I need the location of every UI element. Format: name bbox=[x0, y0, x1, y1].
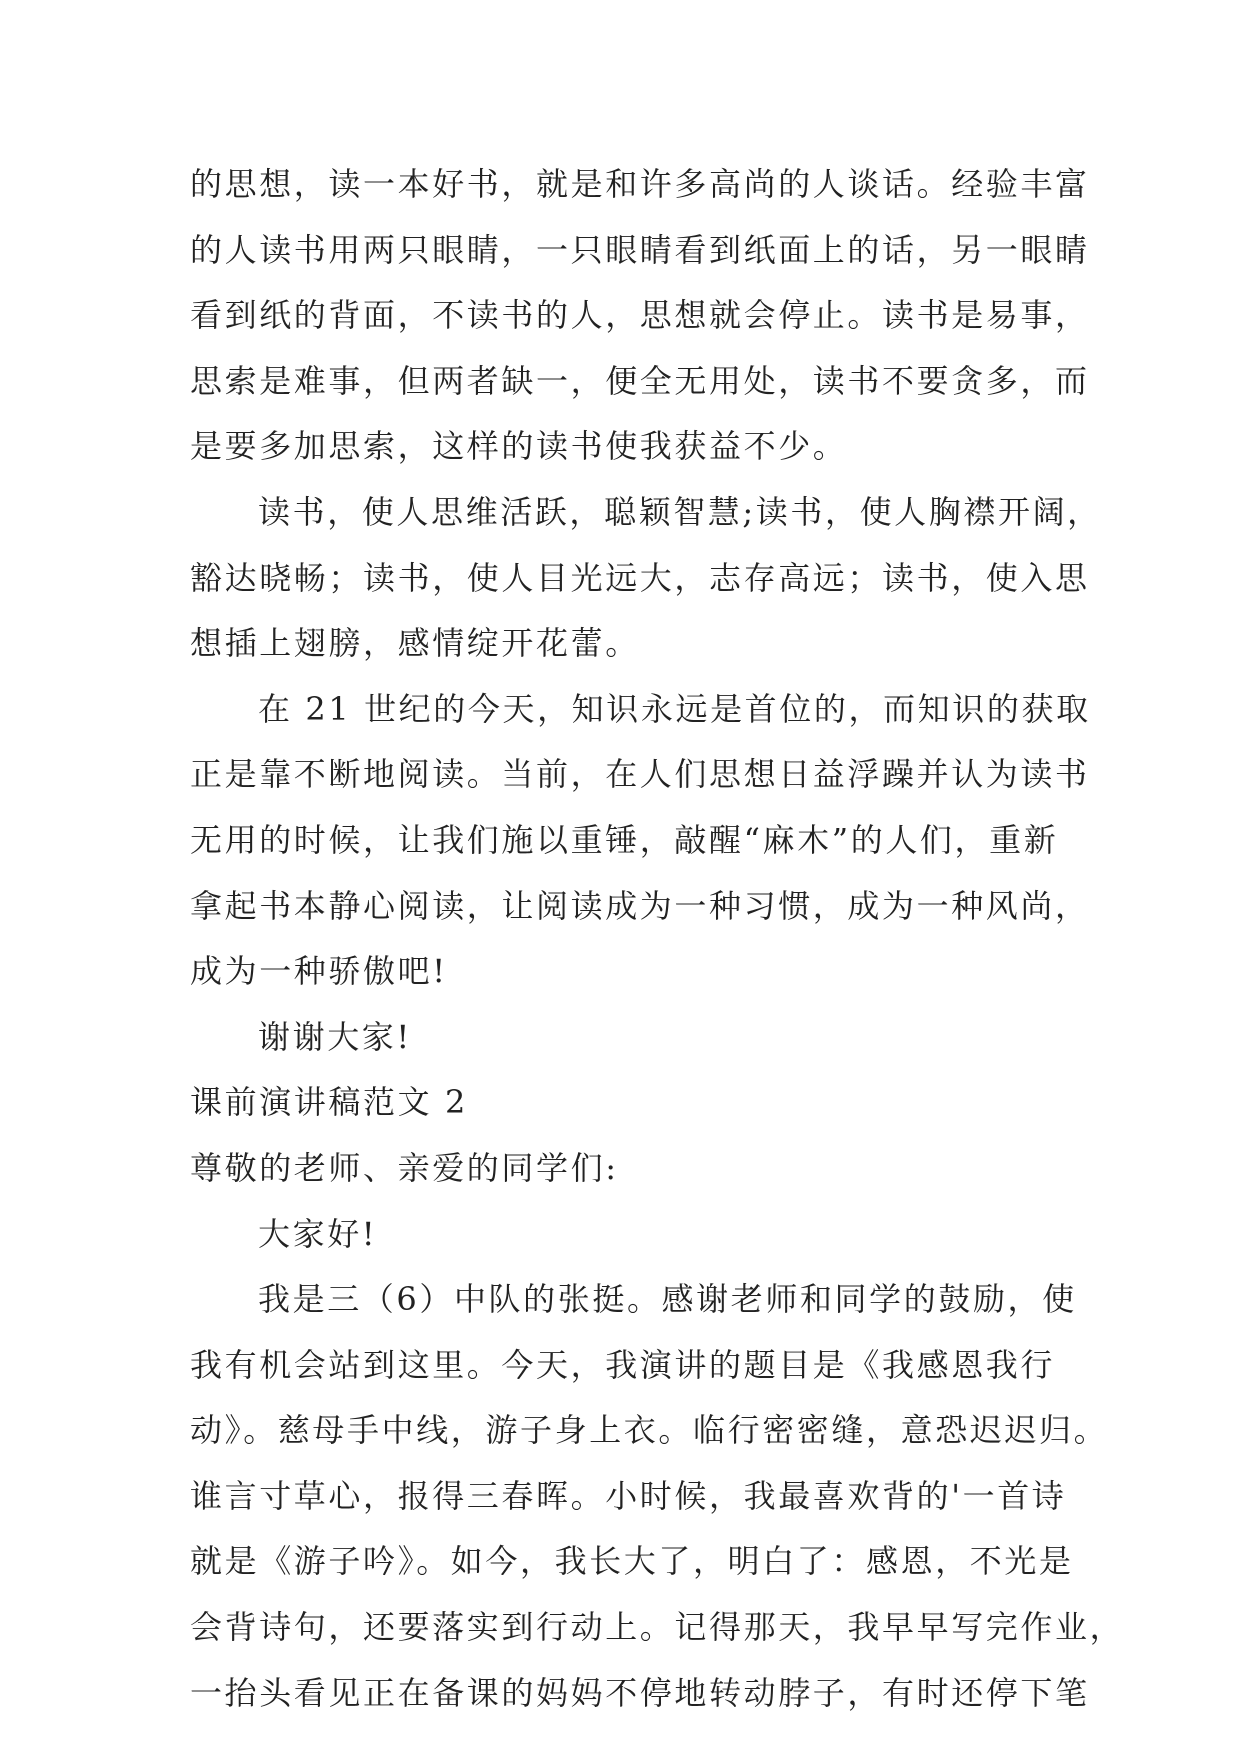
text-line: 动》。慈母手中线，游子身上衣。临行密密缝，意恐迟迟归。 bbox=[190, 1411, 1109, 1450]
salutation-line: 尊敬的老师、亲爱的同学们: bbox=[190, 1148, 619, 1187]
text-line: 谁言寸草心，报得三春晖。小时候，我最喜欢背的'一首诗 bbox=[190, 1476, 1067, 1515]
text-line: 的思想，读一本好书，就是和许多高尚的人谈话。经验丰富 bbox=[190, 165, 1090, 203]
text-line: 想插上翅膀，感情绽开花蕾。 bbox=[190, 624, 640, 663]
text-line: 无用的时候，让我们施以重锤，敲醒“麻木”的人们，重新 bbox=[190, 820, 1059, 859]
text-line: 豁达晓畅；读书，使人目光远大，志存高远；读书，使入思 bbox=[190, 558, 1090, 597]
text-line: 会背诗句，还要落实到行动上。记得那天，我早早写完作业， bbox=[190, 1608, 1125, 1647]
text-line: 思索是难事，但两者缺一，便全无用处，读书不要贪多，而 bbox=[190, 361, 1090, 400]
text-line: 成为一种骄傲吧! bbox=[190, 952, 448, 991]
greeting-line: 大家好! bbox=[258, 1214, 378, 1253]
text-line: 是要多加思索，这样的读书使我获益不少。 bbox=[190, 427, 848, 466]
text-line: 就是《游子吟》。如今，我长大了，明白了：感恩，不光是 bbox=[190, 1542, 1074, 1581]
text-line: 我有机会站到这里。今天，我演讲的题目是《我感恩我行 bbox=[190, 1345, 1056, 1384]
text-line: 的人读书用两只眼睛，一只眼睛看到纸面上的话，另一眼睛 bbox=[190, 230, 1090, 269]
text-line: 读书，使人思维活跃，聪颖智慧;读书，使人胸襟开阔， bbox=[258, 492, 1102, 531]
text-line: 正是靠不断地阅读。当前，在人们思想日益浮躁并认为读书 bbox=[190, 755, 1090, 794]
document-body bbox=[190, 152, 1125, 1726]
section-heading: 课前演讲稿范文 2 bbox=[190, 1083, 468, 1122]
text-line: 在 21 世纪的今天，知识永远是首位的，而知识的获取 bbox=[258, 689, 1091, 728]
text-line: 一抬头看见正在备课的妈妈不停地转动脖子，有时还停下笔 bbox=[190, 1673, 1090, 1712]
closing-line: 谢谢大家! bbox=[258, 1017, 412, 1056]
text-line: 看到纸的背面，不读书的人，思想就会停止。读书是易事， bbox=[190, 296, 1090, 335]
text-line: 拿起书本静心阅读，让阅读成为一种习惯，成为一种风尚， bbox=[190, 886, 1090, 925]
text-line: 我是三（6）中队的张挺。感谢老师和同学的鼓励，使 bbox=[258, 1280, 1077, 1319]
